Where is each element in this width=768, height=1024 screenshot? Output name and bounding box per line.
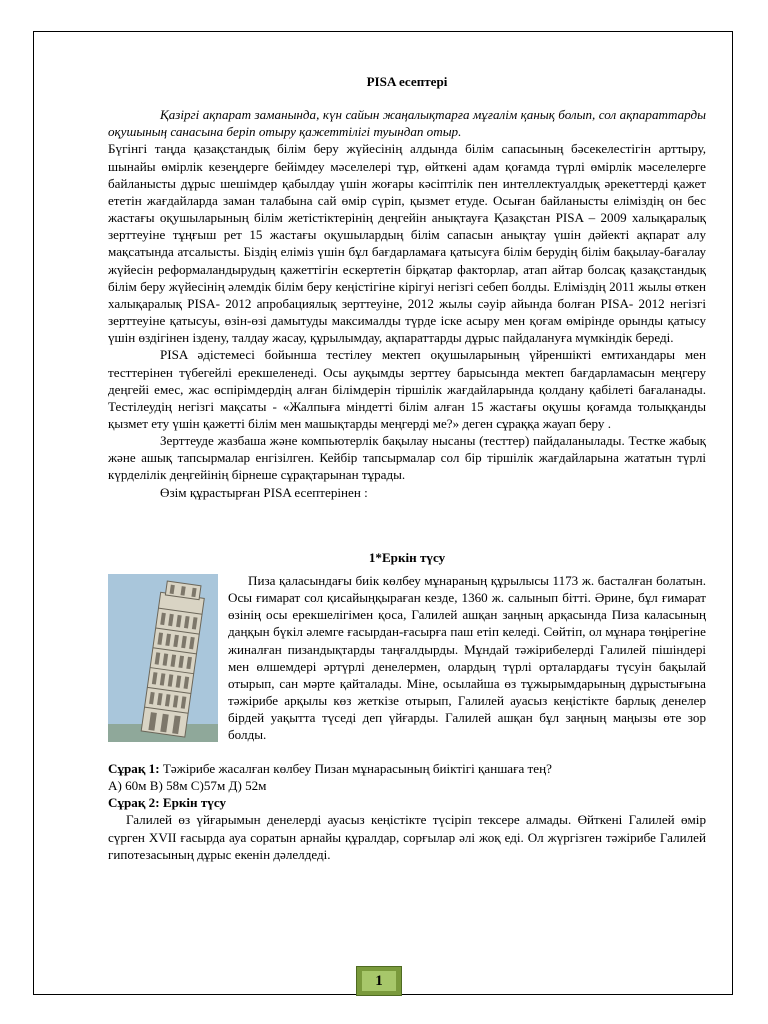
paragraph-1: Бүгінгі таңда қазақстандық білім беру жүйесінің алдында білім сапасының бәсекелестігін арттыру, шынайы өмірлік кезеңдерге бейімдеу мәселелері тұр, өйткені адам қоғамда түрлі өмірлік мәселелерге байланысты дұрыс шешімдер қабылдау үшін жоғары кәсіптілік пен интеллектуалдық әрекеттерді қажет ететін жағдайларда заман талабына сай өмір сүріп, қызмет етуде. Осыған байланысты еліміздің он бес жастағы оқушыларының білім жетістіктерінің деңгейін анықтауға Қазақстан PISA – 2009 халықаралық зерттеуіне тұңғыш рет 15 жастағы оқушылардың білім сапасын анықтау үшін дәйекті ақпарат алу мақсатында атсалысты. Біздің еліміз үшін бұл бағдарламаға қатысуға білім берудің білім бақылау-бағалау жүйесін реформаландырудың қажеттігін ескертетін бірқатар факторлар, атап айтар болсақ қазақстандық білім беру жүйесінің әлемдік білім беру кеңістігіне кірігуі негізгі себеп болды. Еліміздің 2011 жылы өткен халықаралық PISA- 2012 апробациялық зерттеуіне, 2012 жылы сәуір айында болған PISA- 2012 негізгі зерттеуіне қатысуы, өзін-өзі дамытуды максималды түрде іске асыру мен қоғам өмірінде орынды қатысу үшін өздігінен іздену, талдау жасау, құрылымдау, ақпараттарды дұрыс пайдалануға мүмкіндік береді.: [108, 141, 706, 346]
paragraph-3: Зерттеуде жазбаша және компьютерлік бақылау нысаны (тесттер) пайдаланылады. Тестке жабық және ашық тапсырмалар енгізілген. Кейбір тапсырмалар сол бір тіршілік жағдайларына жататын түрлі күрделілік деңгейінің бірнеше сұрақтарынан тұрады.: [108, 433, 706, 483]
document-body: [108, 73, 706, 863]
question-1-label: Сұрақ 1:: [108, 760, 160, 776]
question-1: [108, 760, 706, 777]
question-2-label: Сұрақ 2:: [108, 795, 160, 811]
pisa-tower-icon: [108, 574, 218, 742]
question-1-text: Тәжірибе жасалған көлбеу Пизан мұнарасының биіктігі қаншаға тең?: [159, 760, 552, 776]
intro-paragraph: Қазіргі ақпарат заманында, күн сайын жаңалықтарға мұғалім қанық болып, сол ақпараттарды оқушының санасына беріп отыру қажеттілігі туындап отыр.: [108, 107, 706, 140]
page-number: 1: [375, 972, 383, 989]
leaning-tower-image: [108, 574, 218, 742]
question-2-heading: [108, 794, 706, 811]
paragraph-2: PISA әдістемесі бойынша тестілеу мектеп оқушыларының үйреншікті емтихандары мен тесттерінен түбегейлі ерекшеленеді. Осы ауқымды зерттеу барысында мектеп бағдарламасын меңгеру деңгейі емес, жас өспірімдердің алған білімдерін тіршілік жағдайларында қолдану қабілеті бағаланады. Тестілеудің негізгі мақсаты - «Жалпыға міндетті білім алған 15 жастағы оқушы қоғамда толыққанды қызмет ету үшін қажетті білім мен машықтарды меңгерді ме?» деген сұраққа жауап беру .: [108, 347, 706, 431]
paragraph-4: Өзім құрастырған PISA есептерінен :: [160, 484, 368, 500]
section-text: Пиза қаласындағы биік көлбеу мұнараның құрылысы 1173 ж. басталған болатын. Осы ғимарат сол қисайыңқыраған кезде, 1360 ж. салынып бітті. Әрине, бұл ғимарат өзінің осы ерекшелігімен қоса, Галилей ашқан заңның арқасында Пиза каласының даңқын бүкіл әлемге ғасырдан-ғасырға паш етіп келеді. Сөйтіп, ол мұнара төңірегіне жиналған пизандықтарды таңғалдырды. Мұндай тәжірибелерді Галилей пішіндері мен өлшемдері әртүрлі денелермен, олардың түрлі орталардағы түсуін бақылай отырып, сан мәрте қайталады. Міне, осылайша өз тұжырымдарының дұрыстығына тәжірибе арқылы көз жеткізе отырып, Галилей ауасыз кеңістікте барлық денелер бірдей уақытта түседі деп үйғарды. Галилей ашқан бұл заңның маңызы өте зор болды.: [228, 572, 706, 743]
page-number-badge: [356, 966, 402, 996]
section-title: 1*Еркін түсу: [368, 549, 446, 565]
question-1-options: А) 60м В) 58м С)57м Д) 52м: [108, 778, 267, 794]
question-2-text: Галилей өз үйғарымын денелерді ауасыз кеңістікте түсіріп тексере алмады. Өйткені Галилей өмір сүрген XVII ғасырда ауа соратын арнайы құралдар, сорғылар әлі жоқ еді. Ол жүргізген тәжірибе Галилей гипотезасының дұрыс екенін дәлелдеді.: [108, 812, 706, 862]
document-title: PISA есептері: [366, 74, 448, 89]
question-2-title: Еркін түсу: [159, 795, 227, 811]
